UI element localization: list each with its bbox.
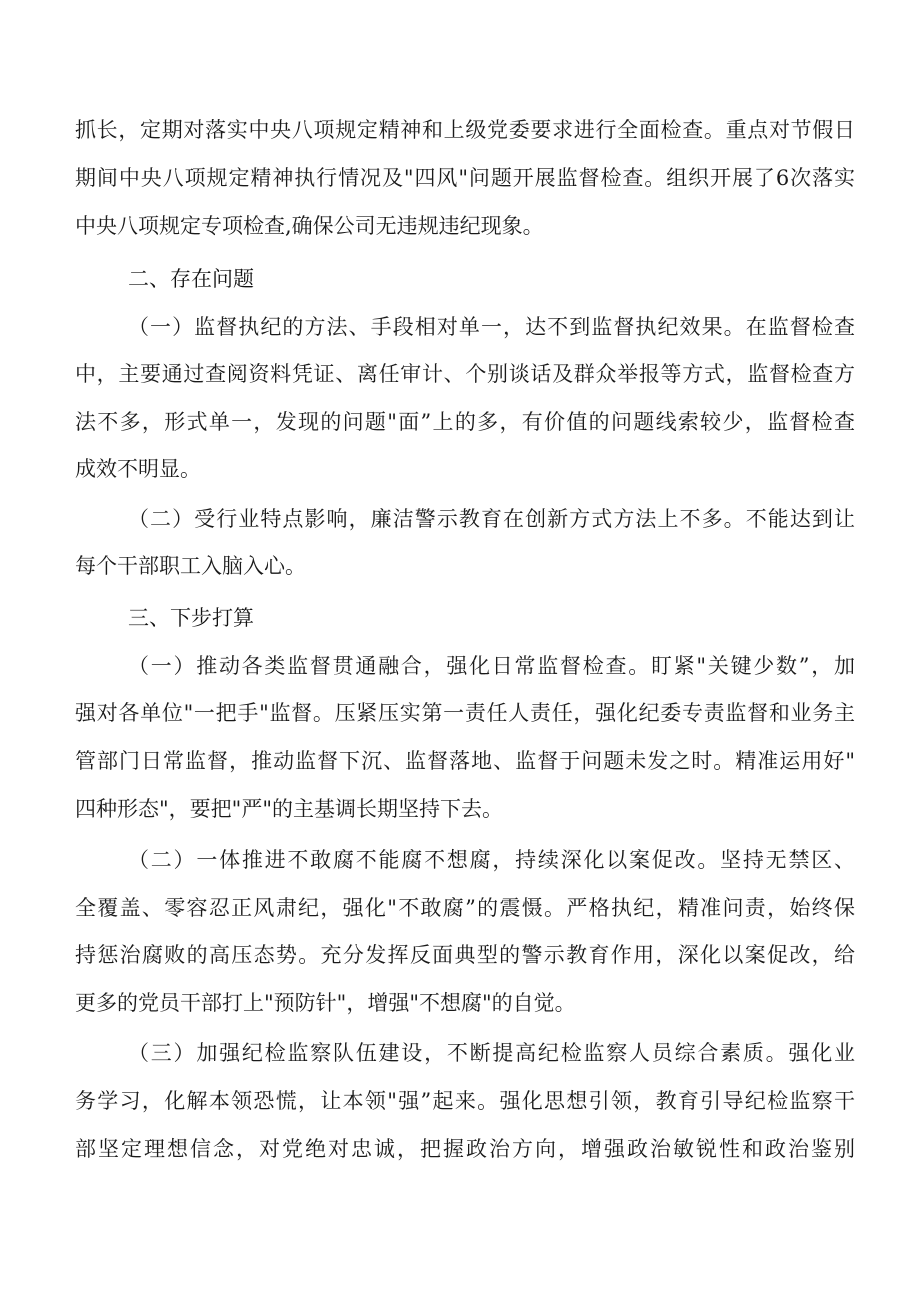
body-text-line: 期间中央八项规定精神执行情况及"四风"问题开展监督检查。组织开展了6次落实 (75, 166, 855, 190)
body-text-line: 成效不明显。 (75, 457, 201, 481)
body-text-line: （二）一体推进不敢腐不能腐不想腐，持续深化以案促改。坚持无禁区、 (128, 848, 855, 872)
body-text-line: 持惩治腐败的高压态势。充分发挥反面典型的警示教育作用，深化以案促改，给 (75, 943, 855, 967)
body-text-line: （二）受行业特点影响，廉洁警示教育在创新方式方法上不多。不能达到让 (128, 507, 855, 531)
body-text-line: 每个干部职工入脑入心。 (75, 554, 306, 578)
body-text-line: 管部门日常监督，推动监督下沉、监督落地、监督于问题未发之时。精准运用好" (75, 749, 855, 773)
body-text-line: 更多的党员干部打上"预防针"，增强"不想腐"的自觉。 (75, 991, 576, 1015)
body-text-line: 全覆盖、零容忍正风肃纪，强化"不敢腐”的震慑。严格执纪，精准问责，始终保 (75, 896, 855, 920)
body-text-line: 法不多，形式单一，发现的问题"面”上的多，有价值的问题线索较少，监督检查 (75, 410, 855, 434)
body-text-line: （一）推动各类监督贯通融合，强化日常监督检查。盯紧"关键少数”，加 (128, 654, 855, 678)
body-text-line: 务学习，化解本领恐慌，让本领"强”起来。强化思想引领，教育引导纪检监察干 (75, 1089, 855, 1113)
body-text-line: 强对各单位"一把手"监督。压紧压实第一责任人责任，强化纪委专责监督和业务主 (75, 701, 855, 725)
body-text-line: 中央八项规定专项检查,确保公司无违规违纪现象。 (75, 214, 544, 238)
body-text-line: 四种形态"，要把"严"的主基调长期坚持下去。 (75, 797, 503, 821)
section-heading-problems: 二、存在问题 (128, 267, 254, 291)
body-text-line: 部坚定理想信念，对党绝对忠诚，把握政治方向，增强政治敏锐性和政治鉴别 (75, 1137, 855, 1161)
body-text-line: （一）监督执纪的方法、手段相对单一，达不到监督执纪效果。在监督检查 (128, 315, 855, 339)
section-heading-next-steps: 三、下步打算 (128, 606, 254, 630)
body-text-line: （三）加强纪检监察队伍建设，不断提高纪检监察人员综合素质。强化业 (128, 1041, 855, 1065)
body-text-line: 中，主要通过查阅资料凭证、离任审计、个别谈话及群众举报等方式，监督检查方 (75, 362, 855, 386)
body-text-line: 抓长，定期对落实中央八项规定精神和上级党委要求进行全面检查。重点对节假日 (75, 118, 855, 142)
